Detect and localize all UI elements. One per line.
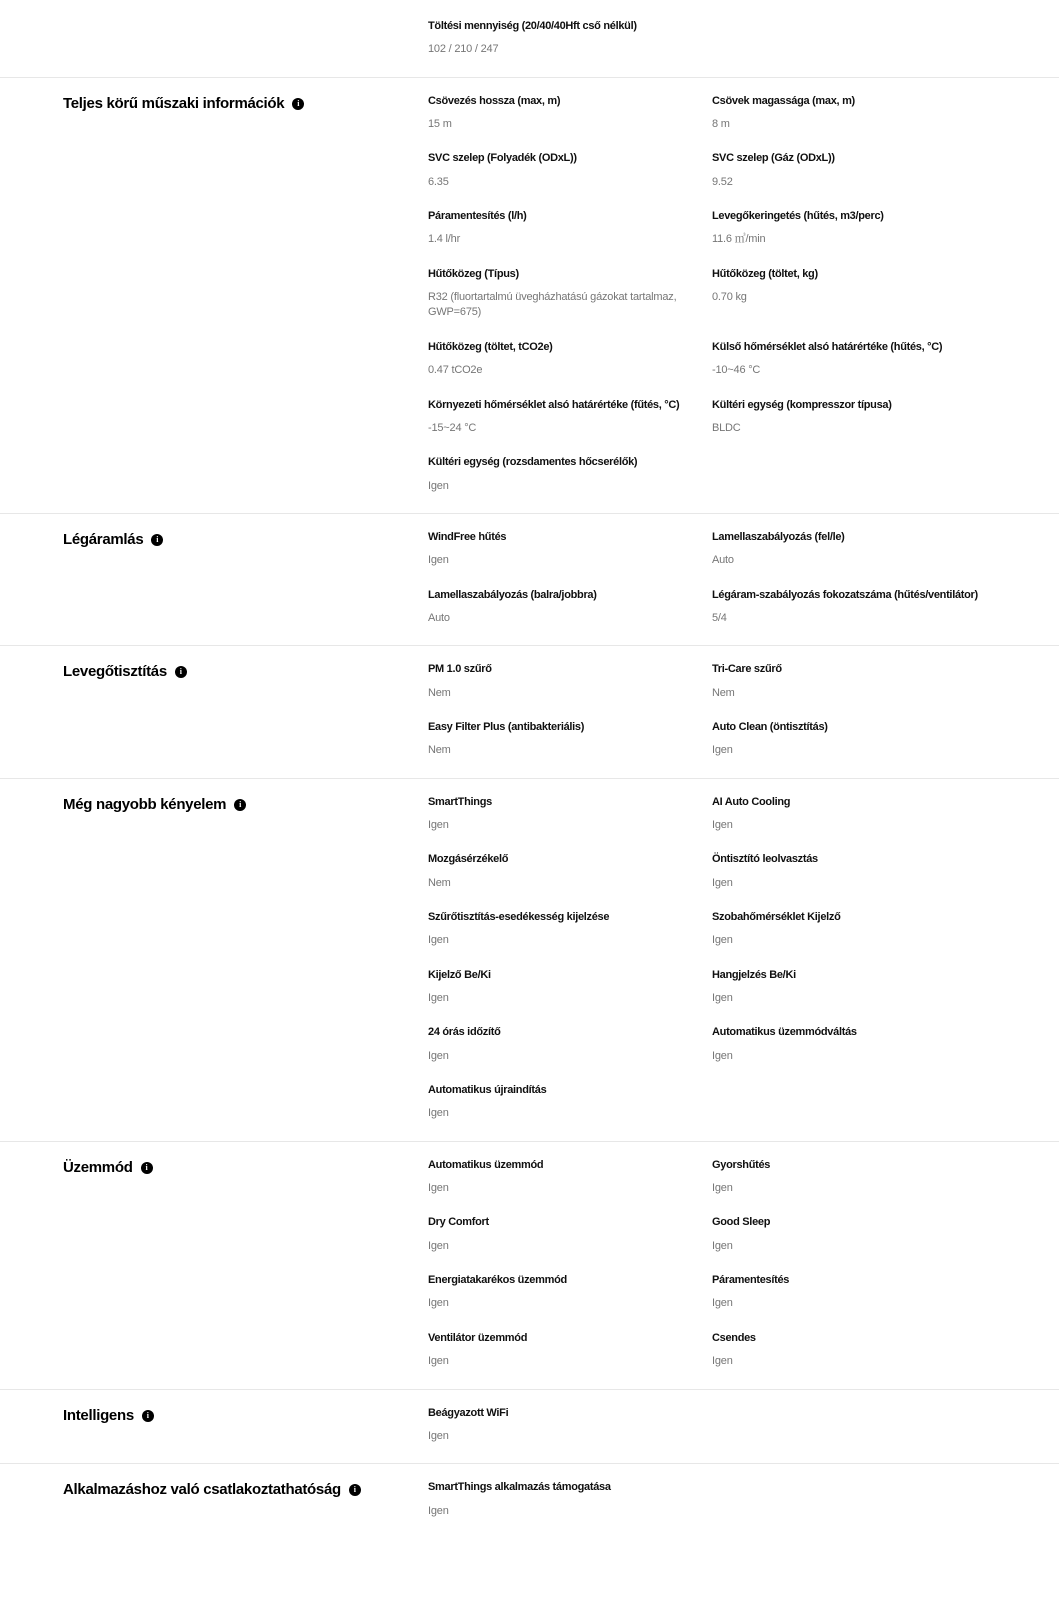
spec-item — [428, 1083, 712, 1122]
section-title: Légáramlás — [63, 530, 144, 548]
spec-label: Szűrőtisztítás-esedékesség kijelzése — [428, 911, 610, 924]
spec-label: Kültéri egység (kompresszor típusa) — [712, 398, 892, 411]
spec-value: Auto — [712, 554, 734, 567]
sections-container — [0, 77, 1059, 1538]
spec-section — [0, 645, 1059, 777]
spec-row — [428, 588, 1059, 627]
spec-value: Igen — [428, 1049, 449, 1062]
spec-label: Gyorshűtés — [712, 1158, 771, 1171]
spec-label: Levegőkeringetés (hűtés, m3/perc) — [712, 210, 884, 223]
spec-value: Igen — [712, 744, 733, 757]
spec-row — [428, 1331, 1059, 1370]
section-header — [63, 1406, 428, 1464]
spec-item — [428, 662, 712, 701]
spec-value: -15~24 °C — [428, 421, 477, 434]
spec-label: Hűtőközeg (töltet, kg) — [712, 267, 818, 280]
info-icon[interactable]: i — [175, 666, 187, 678]
section-title: Intelligens — [63, 1406, 134, 1424]
section-rows — [428, 94, 1059, 513]
spec-value: Igen — [428, 934, 449, 947]
spec-value: 6.35 — [428, 175, 449, 188]
spec-value: Igen — [712, 876, 733, 889]
spec-row — [428, 455, 1059, 494]
spec-row — [428, 151, 1059, 190]
spec-value: -10~46 °C — [712, 364, 761, 377]
spec-value: 0.47 tCO2e — [428, 364, 483, 377]
spec-item — [712, 588, 988, 627]
spec-row — [428, 1273, 1059, 1312]
spec-item — [428, 1273, 712, 1312]
intro-row — [0, 12, 1059, 58]
spec-section — [0, 513, 1059, 645]
spec-item — [428, 968, 712, 1007]
spec-row — [428, 94, 1059, 133]
spec-label: Csövezés hossza (max, m) — [428, 94, 561, 107]
section-title: Alkalmazáshoz való csatlakoztathatóság — [63, 1481, 341, 1499]
spec-item — [428, 1406, 712, 1445]
spec-item — [712, 720, 988, 759]
spec-label: Külső hőmérséklet alsó határértéke (hűtés, °C) — [712, 340, 943, 353]
section-rows — [428, 795, 1059, 1141]
info-icon[interactable]: i — [142, 1410, 154, 1422]
spec-value: 102 / 210 / 247 — [428, 43, 499, 56]
spec-item — [712, 852, 988, 891]
spec-label: Csövek magassága (max, m) — [712, 94, 855, 107]
spec-label: SVC szelep (Gáz (ODxL)) — [712, 152, 835, 165]
section-rows — [428, 530, 1059, 645]
spec-label: Energiatakarékos üzemmód — [428, 1274, 567, 1287]
spec-value: Igen — [712, 1355, 733, 1368]
spec-item — [428, 94, 712, 133]
section-header — [63, 94, 428, 513]
spec-item — [428, 720, 712, 759]
spec-item — [712, 1215, 988, 1254]
spec-section — [0, 77, 1059, 513]
section-header — [63, 1158, 428, 1389]
spec-row — [428, 267, 1059, 321]
spec-item — [428, 209, 712, 248]
spec-item — [428, 852, 712, 891]
spec-value: Igen — [428, 1429, 449, 1442]
spec-item — [428, 19, 712, 58]
spec-value: 15 m — [428, 117, 452, 130]
spec-value: Igen — [428, 1297, 449, 1310]
spec-row — [428, 720, 1059, 759]
spec-row — [428, 340, 1059, 379]
spec-label: Good Sleep — [712, 1216, 771, 1229]
spec-item — [428, 455, 712, 494]
spec-item — [428, 588, 712, 627]
spec-item — [712, 151, 988, 190]
spec-value: Igen — [428, 992, 449, 1004]
spec-label: Öntisztító leolvasztás — [712, 853, 818, 866]
section-title: Még nagyobb kényelem — [63, 795, 227, 813]
spec-row — [428, 1158, 1059, 1197]
info-icon[interactable]: i — [292, 98, 304, 110]
spec-section — [0, 778, 1059, 1141]
spec-value: 9.52 — [712, 175, 733, 188]
spec-label: Dry Comfort — [428, 1216, 489, 1229]
spec-item — [428, 1158, 712, 1197]
spec-value: Nem — [428, 876, 451, 889]
spec-value: Igen — [428, 1182, 449, 1195]
spec-item — [712, 1273, 988, 1312]
spec-label: SmartThings alkalmazás támogatása — [428, 1481, 611, 1494]
spec-item — [712, 530, 988, 569]
section-title: Levegőtisztítás — [63, 663, 167, 681]
info-icon[interactable]: i — [349, 1484, 361, 1496]
spec-label: Hangjelzés Be/Ki — [712, 968, 796, 981]
spec-row — [428, 530, 1059, 569]
spec-value: Auto — [428, 611, 450, 624]
spec-item — [428, 530, 712, 569]
spec-label: Páramentesítés — [712, 1274, 790, 1287]
spec-section — [0, 1389, 1059, 1464]
section-header — [63, 530, 428, 645]
spec-label: SVC szelep (Folyadék (ODxL)) — [428, 152, 577, 165]
spec-value: R32 (fluortartalmú üvegházhatású gázokat tartalmaz, GWP=675) — [428, 291, 677, 319]
spec-label: Lamellaszabályozás (balra/jobbra) — [428, 588, 597, 601]
spec-label: Automatikus üzemmódváltás — [712, 1026, 857, 1039]
spec-value: 8 m — [712, 117, 730, 130]
spec-value: Igen — [428, 554, 449, 567]
spec-label: Beágyazott WiFi — [428, 1406, 509, 1419]
spec-value: Igen — [428, 1355, 449, 1368]
spec-value: Igen — [428, 1504, 449, 1517]
spec-label: SmartThings — [428, 795, 492, 808]
spec-label: Kültéri egység (rozsdamentes hőcserélők) — [428, 456, 638, 469]
spec-label: Tri-Care szűrő — [712, 663, 782, 676]
spec-label: Easy Filter Plus (antibakteriális) — [428, 720, 585, 733]
spec-label: Szobahőmérséklet Kijelző — [712, 911, 841, 924]
spec-value: Igen — [712, 992, 733, 1004]
spec-row — [428, 662, 1059, 701]
spec-value: Nem — [428, 744, 451, 757]
section-header — [63, 1480, 428, 1538]
spec-section — [0, 1141, 1059, 1389]
spec-value: 1.4 l/hr — [428, 233, 461, 246]
spec-item — [428, 1480, 712, 1519]
spec-item — [428, 151, 712, 190]
spec-value: Igen — [712, 934, 733, 947]
spec-item — [712, 398, 988, 437]
spec-item — [712, 340, 988, 379]
spec-value: 5/4 — [712, 611, 727, 624]
section-title: Teljes körű műszaki információk — [63, 94, 285, 112]
section-header — [63, 662, 428, 777]
spec-row — [428, 1083, 1059, 1122]
spec-item — [428, 1215, 712, 1254]
section-title: Üzemmód — [63, 1158, 133, 1176]
spec-label: Automatikus üzemmód — [428, 1158, 544, 1171]
spec-item — [428, 340, 712, 379]
spec-row — [428, 398, 1059, 437]
spec-item — [712, 662, 988, 701]
spec-value: Igen — [712, 818, 733, 831]
spec-value: Igen — [428, 818, 449, 831]
spec-label: Lamellaszabályozás (fel/le) — [712, 530, 845, 543]
spec-label: WindFree hűtés — [428, 530, 507, 543]
spec-label: Légáram-szabályozás fokozatszáma (hűtés/ventilátor) — [712, 588, 978, 601]
spec-item — [428, 910, 712, 949]
spec-value: Nem — [712, 686, 735, 699]
spec-value: 0.70 kg — [712, 291, 747, 304]
spec-item — [428, 1025, 712, 1064]
spec-item — [428, 1331, 712, 1370]
spec-label: Csendes — [712, 1331, 756, 1344]
spec-value: Igen — [712, 1297, 733, 1310]
spec-row — [428, 852, 1059, 891]
section-rows — [428, 1480, 1059, 1538]
spec-label: Automatikus újraindítás — [428, 1084, 547, 1097]
spec-label: Mozgásérzékelő — [428, 853, 509, 866]
spec-row — [428, 910, 1059, 949]
spec-label: Kijelző Be/Ki — [428, 968, 491, 981]
spec-row — [428, 1215, 1059, 1254]
spec-row — [428, 1480, 1059, 1519]
spec-row — [428, 19, 975, 58]
info-icon[interactable]: i — [234, 799, 246, 811]
spec-item — [712, 795, 988, 834]
section-header — [63, 795, 428, 1141]
spec-label: Hűtőközeg (Típus) — [428, 267, 519, 280]
spec-row — [428, 968, 1059, 1007]
spec-row — [428, 1406, 1059, 1445]
spec-value: Igen — [712, 1239, 733, 1252]
spec-section — [0, 1463, 1059, 1538]
spec-item — [712, 1158, 988, 1197]
spec-value: Igen — [712, 1182, 733, 1195]
spec-value: Igen — [428, 479, 449, 492]
spec-value: 11.6 ㎥/min — [712, 233, 766, 246]
spec-label: Töltési mennyiség (20/40/40Hft cső nélkül) — [428, 20, 637, 32]
spec-label: Hűtőközeg (töltet, tCO2e) — [428, 340, 553, 353]
section-rows — [428, 1158, 1059, 1389]
section-rows — [428, 1406, 1059, 1464]
spec-row — [428, 1025, 1059, 1064]
spec-value: Igen — [712, 1049, 733, 1062]
spec-value: Nem — [428, 686, 451, 699]
spec-label: AI Auto Cooling — [712, 795, 791, 808]
spec-item — [712, 267, 988, 321]
spec-label: Környezeti hőmérséklet alsó határértéke (fűtés, °C) — [428, 398, 680, 411]
spec-value: Igen — [428, 1107, 449, 1120]
spec-item — [712, 1025, 988, 1064]
spec-item — [712, 94, 988, 133]
spec-item — [428, 795, 712, 834]
spec-value: BLDC — [712, 421, 741, 434]
spec-value: Igen — [428, 1239, 449, 1252]
info-icon[interactable]: i — [141, 1162, 153, 1174]
spec-item — [428, 267, 712, 321]
spec-label: PM 1.0 szűrő — [428, 663, 492, 676]
spec-item — [712, 968, 988, 1007]
spec-label: Ventilátor üzemmód — [428, 1331, 528, 1344]
spec-item — [712, 209, 988, 248]
spec-item — [428, 398, 712, 437]
spec-row — [428, 209, 1059, 248]
section-rows — [428, 662, 1059, 777]
spec-label: Páramentesítés (l/h) — [428, 210, 527, 223]
spec-label: 24 órás időzítő — [428, 1026, 501, 1039]
info-icon[interactable]: i — [151, 534, 163, 546]
spec-label: Auto Clean (öntisztítás) — [712, 720, 828, 733]
spec-item — [712, 1331, 988, 1370]
spec-item — [712, 910, 988, 949]
spec-row — [428, 795, 1059, 834]
